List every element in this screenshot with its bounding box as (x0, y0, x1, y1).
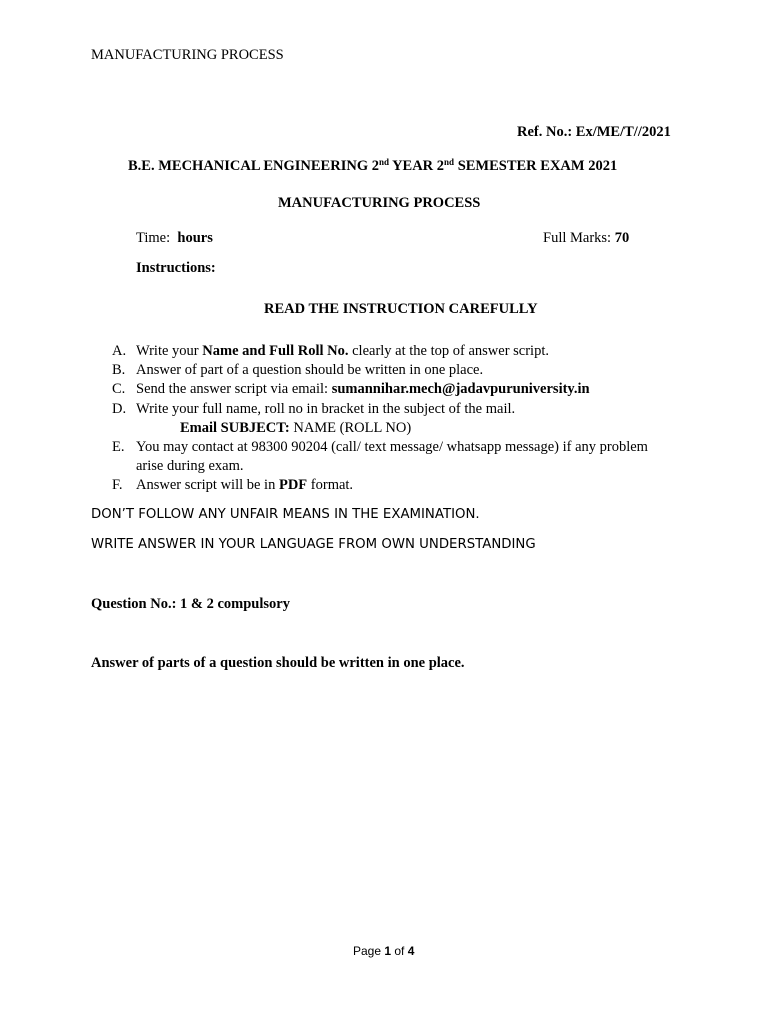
current-page: 1 (384, 944, 392, 958)
list-item (112, 361, 692, 380)
item-text: clearly at the top of answer script. (348, 343, 549, 359)
parts-answer-note: Answer of parts of a question should be written in one place. (91, 655, 465, 671)
exam-title-post: SEMESTER EXAM 2021 (454, 158, 618, 174)
list-marker: D. (112, 400, 127, 417)
write-answer-note: WRITE ANSWER IN YOUR LANGUAGE FROM OWN UNDERSTANDING (91, 537, 536, 552)
total-pages: 4 (407, 944, 415, 958)
time-value: hours (177, 230, 213, 246)
read-instruction-heading: READ THE INSTRUCTION CAREFULLY (264, 301, 538, 317)
exam-title (128, 158, 617, 175)
unfair-means-warning: DON’T FOLLOW ANY UNFAIR MEANS IN THE EXAMINATION. (91, 507, 480, 522)
list-item (112, 380, 692, 399)
ordinal-suffix: nd (378, 157, 389, 167)
reference-number: Ref. No.: Ex/ME/T//2021 (517, 124, 671, 140)
ordinal-suffix: nd (444, 157, 455, 167)
list-marker: C. (112, 381, 126, 398)
subject-title: MANUFACTURING PROCESS (278, 195, 481, 211)
item-bold-text: Name and Full Roll No. (202, 343, 349, 359)
list-marker: E. (112, 439, 125, 456)
exam-title-mid: YEAR 2 (388, 158, 445, 174)
item-text: Answer script will be in (136, 477, 279, 494)
instruction-list (112, 342, 692, 496)
list-item (112, 400, 692, 419)
email-subject-line (112, 419, 692, 438)
exam-title-pre: B.E. MECHANICAL ENGINEERING 2 (128, 158, 379, 174)
item-text: Write your (136, 343, 203, 359)
item-bold-text: PDF (278, 477, 308, 494)
email-subject-label: Email SUBJECT: (180, 419, 290, 436)
list-item (112, 438, 692, 476)
item-text: format. (307, 477, 354, 494)
page-of-label: of (391, 944, 408, 958)
list-marker: F. (112, 477, 123, 494)
time-label: Time: (136, 230, 171, 246)
email-subject-format: NAME (ROLL NO) (289, 419, 412, 436)
list-marker: B. (112, 362, 126, 379)
item-text: Send the answer script via email: (136, 381, 332, 398)
document-header-title: MANUFACTURING PROCESS (91, 47, 284, 63)
full-marks-label: Full Marks: (543, 230, 612, 246)
instructions-label: Instructions: (136, 260, 216, 276)
full-marks-line (543, 230, 629, 247)
item-text: You may contact at 98300 90204 (call/ text message/ whatsapp message) if any problem (136, 439, 648, 456)
full-marks-value: 70 (614, 230, 630, 246)
list-item (112, 476, 692, 495)
page-label: Page (353, 944, 385, 958)
item-text: Answer of part of a question should be written in one place. (136, 362, 484, 379)
compulsory-questions-note: Question No.: 1 & 2 compulsory (91, 596, 290, 612)
page-number-footer (353, 944, 414, 958)
item-text: arise during exam. (136, 458, 244, 475)
email-address: sumannihar.mech@jadavpuruniversity.in (331, 381, 590, 398)
list-item (112, 342, 692, 361)
item-text: Write your full name, roll no in bracket in the subject of the mail. (136, 400, 516, 417)
time-line (136, 230, 213, 247)
list-marker: A. (112, 343, 127, 359)
